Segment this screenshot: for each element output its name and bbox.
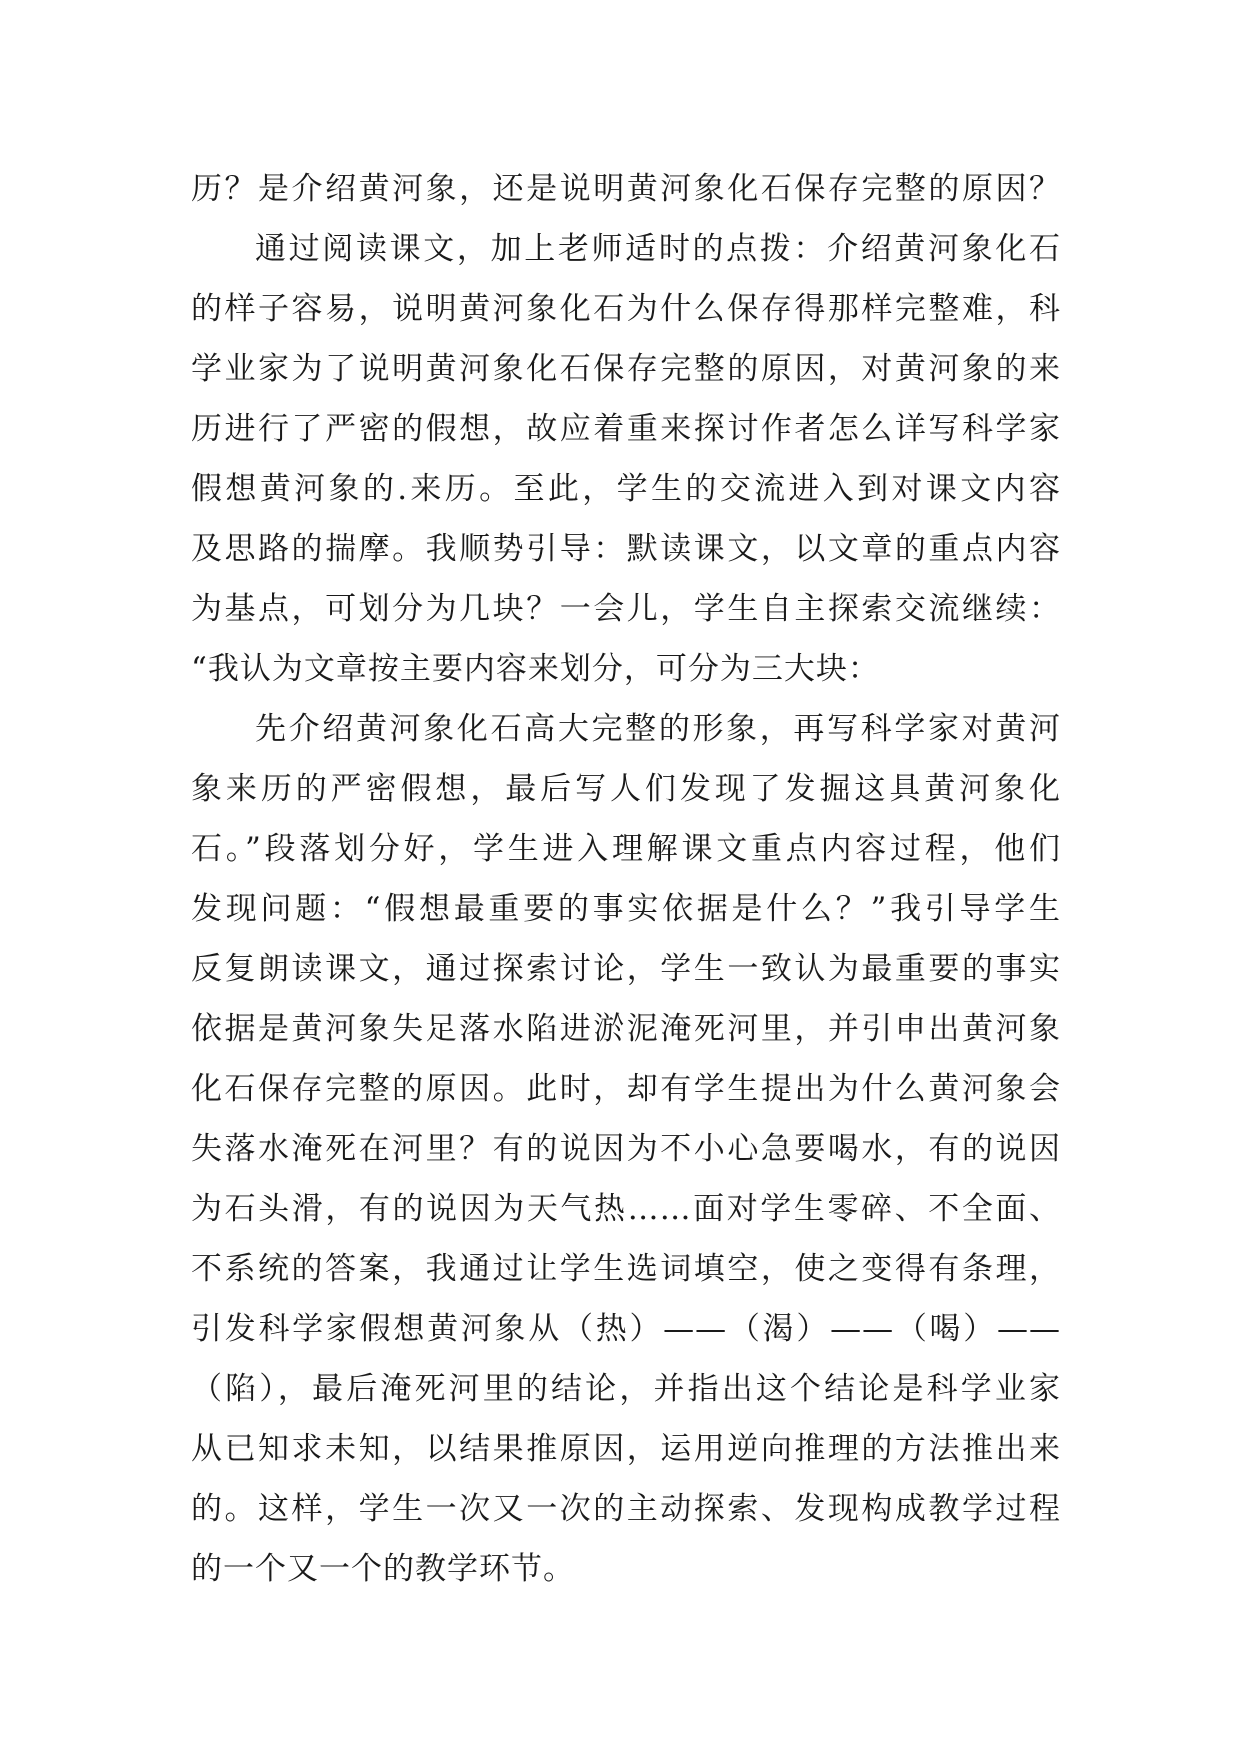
text-line: “我认为文章按主要内容来划分，可分为三大块： [191, 651, 880, 687]
text-line: 为石头滑，有的说因为天气热……面对学生零碎、不全面、 [191, 1191, 1061, 1227]
text-line: 历进行了严密的假想，故应着重来探讨作者怎么详写科学家 [191, 411, 1061, 447]
text-line: 不系统的答案，我通过让学生选词填空，使之变得有条理， [191, 1251, 1061, 1287]
text-line: （陷），最后淹死河里的结论，并指出这个结论是科学业家 [191, 1371, 1061, 1407]
text-line: 假想黄河象的.来历。至此，学生的交流进入到对课文内容 [191, 471, 1061, 507]
text-line: 为基点，可划分为几块？一会儿，学生自主探索交流继续： [191, 591, 1061, 627]
body-text [191, 159, 1061, 1599]
text-line: 失落水淹死在河里？有的说因为不小心急要喝水，有的说因 [191, 1131, 1061, 1167]
text-line: 引发科学家假想黄河象从（热）——（渴）——（喝）—— [191, 1311, 1061, 1347]
text-line: 从已知求未知，以结果推原因，运用逆向推理的方法推出来 [191, 1431, 1061, 1467]
text-line: 先介绍黄河象化石高大完整的形象，再写科学家对黄河 [255, 711, 1061, 747]
text-line: 历？是介绍黄河象，还是说明黄河象化石保存完整的原因？ [191, 171, 1061, 207]
text-line: 化石保存完整的原因。此时，却有学生提出为什么黄河象会 [191, 1071, 1061, 1107]
text-line: 反复朗读课文，通过探索讨论，学生一致认为最重要的事实 [191, 951, 1061, 987]
text-line: 的一个又一个的教学环节。 [191, 1551, 575, 1587]
text-line: 依据是黄河象失足落水陷进淤泥淹死河里，并引申出黄河象 [191, 1011, 1061, 1047]
text-line: 象来历的严密假想，最后写人们发现了发掘这具黄河象化 [191, 771, 1061, 807]
text-line: 发现问题：“假想最重要的事实依据是什么？”我引导学生 [191, 891, 1061, 927]
text-line: 石。”段落划分好，学生进入理解课文重点内容过程，他们 [191, 831, 1061, 867]
text-line: 的。这样，学生一次又一次的主动探索、发现构成教学过程 [191, 1491, 1061, 1527]
text-line: 的样子容易，说明黄河象化石为什么保存得那样完整难，科 [191, 291, 1061, 327]
text-line: 通过阅读课文，加上老师适时的点拨：介绍黄河象化石 [255, 231, 1061, 267]
text-line: 及思路的揣摩。我顺势引导：默读课文，以文章的重点内容 [191, 531, 1061, 567]
text-line: 学业家为了说明黄河象化石保存完整的原因，对黄河象的来 [191, 351, 1061, 387]
